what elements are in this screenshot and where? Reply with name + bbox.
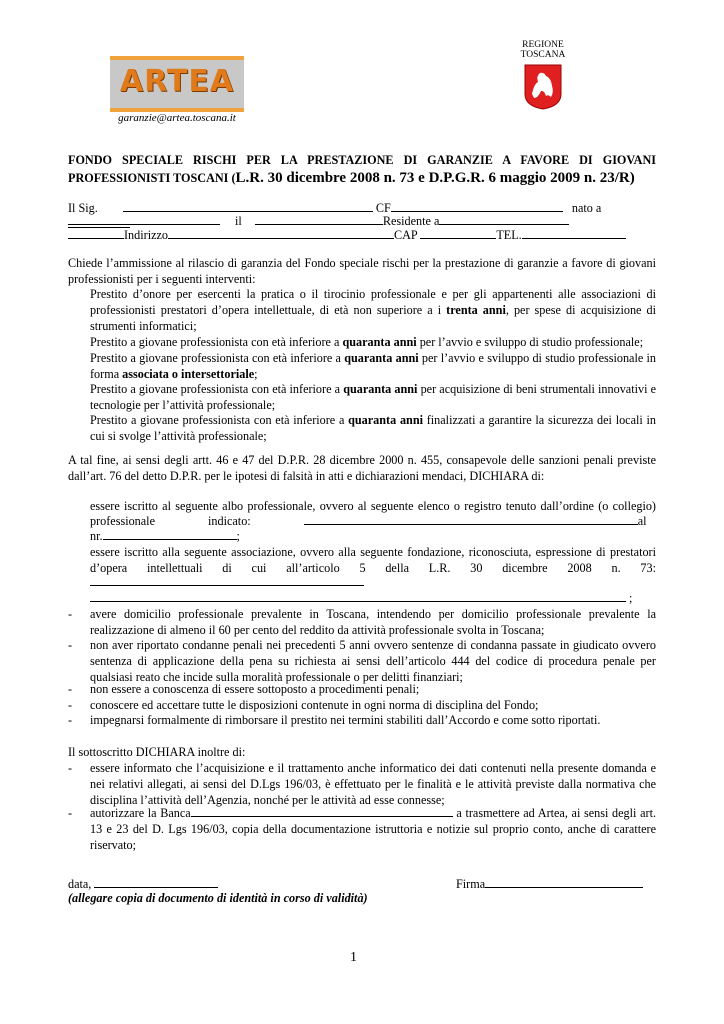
further-item-1: essere informato che l’acquisizione e il trattamento anche informatico dei dati contenuti nella presente domanda e nei relativi allegati, ai sensi del D.Lgs 196/03, è effettuato per le finalità e le attività previste dalla normativa che disciplina l’attività dell’Agenzia, nonché per le attività ad esse connesse; <box>90 761 656 807</box>
bank-label: autorizzare la Banca <box>90 806 191 820</box>
item5-bold: quaranta anni <box>348 413 423 427</box>
cf-label: CF <box>375 201 391 215</box>
item2-text: Prestito a giovane professionista con età inferiore a <box>90 335 343 349</box>
il-label: il <box>235 214 242 228</box>
item5-text: Prestito a giovane professionista con età inferiore a <box>90 413 349 427</box>
region-line1: REGIONE <box>522 40 564 50</box>
region-crest-icon <box>524 64 562 110</box>
nato-label: nato a <box>571 201 602 215</box>
declaration-item-5: impegnarsi formalmente di rimborsare il prestito nei termini stabiliti dall’Accordo e come sotto riportati. <box>90 713 601 727</box>
dash-4: - <box>68 698 73 712</box>
cap-label: CAP <box>394 228 418 242</box>
request-intro: Chiede l’ammissione al rilascio di garanzia del Fondo speciale rischi per la prestazione di garanzie a favore di giovani professionisti per i seguenti interventi: <box>68 256 656 286</box>
item3-bold: quaranta anni <box>344 351 419 365</box>
artea-logo <box>110 56 244 112</box>
further-intro: Il sottoscritto DICHIARA inoltre di: <box>68 745 246 759</box>
region-line2: TOSCANA <box>520 50 566 60</box>
declaration-item-4: conoscere ed accettare tutte le disposizioni contenute in ogni norma di disciplina del Fondo; <box>90 698 539 712</box>
dash-2: - <box>68 638 73 652</box>
cf-field[interactable] <box>391 200 563 212</box>
item4-text-end: per acquisizione di beni strumentali innovativi e tecnologie per l’attività professionale; <box>90 382 657 412</box>
dash-6: - <box>68 761 73 775</box>
bank-text: a trasmettere ad Artea, ai sensi degli art. 13 e 23 del D. Lgs 196/03, copia della documentazione istruttoria e notizie sul proprio conto, anche di carattere riservato; <box>90 806 656 852</box>
logo-text: ARTEA <box>119 64 235 99</box>
date-label: data, <box>68 877 92 891</box>
region-name <box>512 40 574 60</box>
declaration-item-2: non aver riportato condanne penali nei precedenti 5 anni ovvero sentenze di condanna passate in giudicato ovvero sentenza di applicazione della pena su richiesta ai sensi dell’articolo 444 del codice di procedura penale per qualsiasi reato che incide sulla moralità professionale o per delitti finanziari; <box>90 638 656 684</box>
address-line <box>68 227 656 243</box>
further-item-2 <box>90 805 656 853</box>
title-prefix: PROFESSIONISTI TOSCANI ( <box>68 171 236 185</box>
signature-line <box>456 876 643 892</box>
id-document-note: (allegare copia di documento di identità in corso di validità) <box>68 891 368 905</box>
document-title-line2 <box>68 169 656 187</box>
indirizzo-label: Indirizzo <box>124 228 168 242</box>
declaration-intro: A tal fine, ai sensi degli artt. 46 e 47 del D.P.R. 28 dicembre 2000 n. 455, consapevole delle sanzioni penali previste dall’art. 76 del detto D.P.R. per le ipotesi di falsità in atti e dichiarazioni mendaci, DICHIARA di: <box>68 453 656 483</box>
prefix-field[interactable] <box>68 227 124 239</box>
declaration-item-1: avere domicilio professionale prevalente in Toscana, intendendo per domicilio professionale prevalente la realizzazione di almeno il 60 per cento del reddito da attività professionale svolta in Toscana; <box>90 607 656 637</box>
albo-professionale: professionale <box>90 514 155 528</box>
signature-label: Firma <box>456 877 486 891</box>
item1-text-end: , per spese di acquisizione di strumenti informatici; <box>90 303 656 333</box>
tel-field[interactable] <box>522 227 626 239</box>
item3-text-end: ; <box>254 367 258 381</box>
address-field[interactable] <box>168 227 394 239</box>
albo-field[interactable] <box>304 513 638 525</box>
request-item-2 <box>90 334 656 350</box>
title-law-reference: L.R. 30 dicembre 2008 n. 73 e D.P.G.R. 6 maggio 2009 n. 23/R <box>235 170 630 186</box>
request-item-3 <box>90 350 656 382</box>
contact-email: garanzie@artea.toscana.it <box>118 112 236 124</box>
cap-field[interactable] <box>420 227 496 239</box>
item5-text-end: finalizzati a garantire la sicurezza dei locali in cui si svolge l’attività professionale; <box>90 413 656 443</box>
bank-field[interactable] <box>191 805 453 817</box>
tel-label: TEL. <box>496 228 522 242</box>
assoc-field-cont[interactable] <box>90 590 626 602</box>
signature-field[interactable] <box>485 876 643 888</box>
dash-3: - <box>68 682 73 696</box>
albo-al: al <box>637 514 647 528</box>
date-field[interactable] <box>94 876 218 888</box>
birthplace-field-cont[interactable] <box>68 213 220 225</box>
request-item-5 <box>90 412 656 444</box>
residence-field[interactable] <box>439 213 569 225</box>
item3-text: Prestito a giovane professionista con età inferiore a <box>90 351 345 365</box>
albo-end: ; <box>236 529 240 543</box>
declaration-item-3: non essere a conoscenza di essere sottoposto a procedimenti penali; <box>90 682 420 696</box>
name-field[interactable] <box>123 200 373 212</box>
assoc-line-2: d’opera intellettuali di cui all’articolo 5 della L.R. 30 dicembre 2008 n. 73: <box>90 561 656 575</box>
assoc-field[interactable] <box>90 574 364 586</box>
item1-text: Prestito d’onore per esercenti la pratica o il tirocinio professionale e per gli appartenenti alle associazioni di professionisti prestatori d’opera intellettuale, di età non superiore a i <box>90 287 656 317</box>
assoc-line-4 <box>90 590 656 606</box>
albo-number-field[interactable] <box>103 528 237 540</box>
albo-line-3 <box>90 528 656 544</box>
page-number: 1 <box>350 950 357 965</box>
assoc-line-3 <box>90 574 656 590</box>
assoc-line-1: essere iscritto alla seguente associazione, ovvero alla seguente fondazione, riconosciuta, espressione di prestatori <box>90 545 656 559</box>
albo-indicato: indicato: <box>208 514 251 528</box>
item2-text-end: per l’avvio e sviluppo di studio professionale; <box>416 335 644 349</box>
albo-line-1: essere iscritto al seguente albo professionale, ovvero al seguente elenco o registro tenuto dall’ordine (o collegio) <box>90 499 656 513</box>
residente-label: Residente a <box>382 214 440 228</box>
item1-bold: trenta anni <box>446 303 506 317</box>
albo-line-2 <box>90 513 656 529</box>
sig-label: Il Sig. <box>68 201 98 215</box>
birthdate-field[interactable] <box>255 213 383 225</box>
dash-5: - <box>68 713 73 727</box>
request-item-1 <box>90 286 656 334</box>
item3-text-mid: per l’avvio e sviluppo di studio professionale in forma <box>90 351 656 381</box>
item4-text: Prestito a giovane professionista con età inferiore a <box>90 382 344 396</box>
albo-nr: nr. <box>90 529 103 543</box>
item4-bold: quaranta anni <box>343 382 418 396</box>
item3-bold2: associata o intersettoriale <box>122 367 255 381</box>
document-title-line1: FONDO SPECIALE RISCHI PER LA PRESTAZIONE DI GARANZIE A FAVORE DI GIOVANI <box>68 153 656 167</box>
dash-1: - <box>68 607 73 621</box>
assoc-end: ; <box>629 591 633 605</box>
dash-7: - <box>68 806 73 820</box>
request-item-4 <box>90 381 656 413</box>
item2-bold: quaranta anni <box>342 335 417 349</box>
title-suffix: ) <box>629 170 635 186</box>
